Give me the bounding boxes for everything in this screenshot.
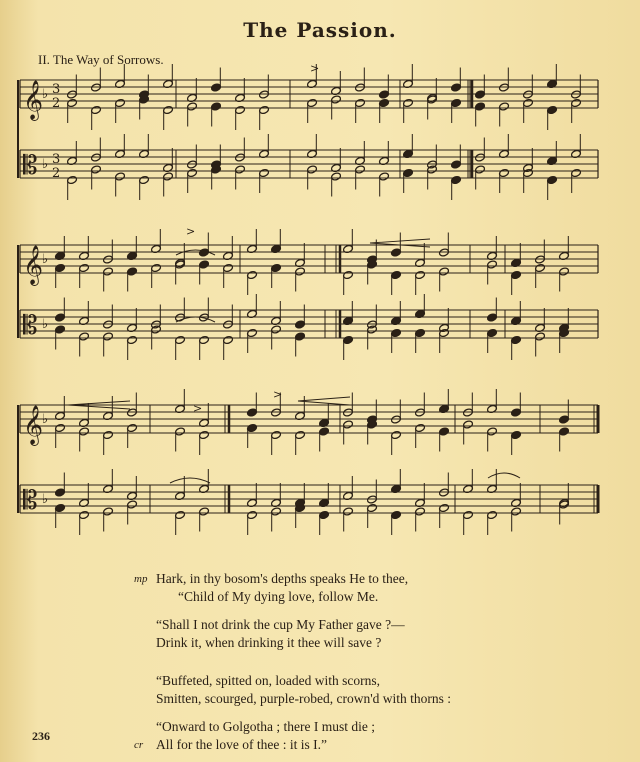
note-head	[511, 507, 522, 516]
note-head	[295, 320, 306, 329]
note-head	[163, 105, 174, 114]
note-head	[247, 328, 258, 337]
note-head	[487, 328, 498, 337]
note-head	[127, 500, 138, 509]
note-head	[199, 335, 210, 344]
note-head	[559, 415, 570, 424]
note-head	[379, 90, 390, 99]
lyrics-block	[134, 570, 574, 754]
note-head	[415, 270, 426, 279]
note-head	[547, 105, 558, 114]
note-head	[127, 335, 138, 344]
note-head	[271, 325, 282, 334]
note-head	[439, 427, 450, 436]
note-head	[211, 83, 222, 92]
note-head	[343, 507, 354, 516]
accent-mark: >	[186, 225, 196, 238]
note-head	[415, 423, 426, 432]
note-head	[439, 503, 450, 512]
note-head	[127, 423, 138, 432]
note-head	[271, 507, 282, 516]
note-head	[355, 165, 366, 174]
flat-key-signature-icon: ♭	[42, 157, 49, 172]
note-head	[391, 430, 402, 439]
hymn-subtitle: II. The Way of Sorrows.	[38, 52, 164, 67]
note-head	[391, 270, 402, 279]
note-head	[499, 168, 510, 177]
slur	[170, 478, 210, 483]
note-head	[175, 335, 186, 344]
note-head	[535, 263, 546, 272]
flat-key-signature-icon: ♭	[42, 317, 49, 332]
note-head	[271, 263, 282, 272]
note-head	[415, 507, 426, 516]
note-head	[307, 98, 318, 107]
note-head	[571, 168, 582, 177]
note-head	[319, 510, 330, 519]
accent-mark: >	[273, 388, 283, 401]
note-head	[79, 332, 90, 341]
dynamic-marking: cr	[134, 739, 144, 751]
note-head	[331, 172, 342, 181]
note-head	[55, 313, 66, 322]
note-head	[91, 165, 102, 174]
page-title: The Passion.	[243, 18, 397, 42]
lyric-line: Smitten, scourged, purple-robed, crown'd with thorns :	[156, 691, 452, 706]
note-head	[55, 263, 66, 272]
note-head	[487, 313, 498, 322]
note-head	[391, 510, 402, 519]
c-clef-icon: 𝄡	[23, 311, 38, 341]
note-head	[115, 98, 126, 107]
note-head	[271, 430, 282, 439]
lyric-line: cr All for the love of thee : it is I.”	[134, 737, 327, 752]
note-head	[79, 427, 90, 436]
note-head	[355, 98, 366, 107]
note-head	[235, 165, 246, 174]
note-head	[307, 165, 318, 174]
time-signature-top: 3	[52, 82, 61, 97]
note-head	[439, 267, 450, 276]
note-head	[223, 263, 234, 272]
page-number: 236	[32, 729, 50, 743]
note-head	[559, 267, 570, 276]
note-head	[187, 168, 198, 177]
note-head	[55, 325, 66, 334]
note-head	[475, 165, 486, 174]
lyric-line: “Child of My dying love, follow Me.	[178, 589, 379, 604]
note-head	[103, 507, 114, 516]
note-head	[367, 503, 378, 512]
treble-clef-icon: 𝄞	[23, 80, 44, 120]
note-head	[523, 98, 534, 107]
note-head	[295, 332, 306, 341]
note-head	[343, 420, 354, 429]
note-head	[451, 160, 462, 169]
note-head	[295, 267, 306, 276]
note-head	[451, 83, 462, 92]
c-clef-icon: 𝄡	[23, 151, 38, 181]
note-head	[547, 175, 558, 184]
note-head	[55, 423, 66, 432]
note-head	[487, 260, 498, 269]
note-head	[235, 105, 246, 114]
lyric-line: mp Hark, in thy bosom's depths speaks He to thee,	[134, 571, 409, 586]
note-head	[499, 102, 510, 111]
note-head	[403, 98, 414, 107]
note-head	[487, 427, 498, 436]
note-head	[163, 172, 174, 181]
dynamic-marking: mp	[134, 573, 148, 585]
note-head	[67, 98, 78, 107]
note-head	[55, 503, 66, 512]
note-head	[259, 168, 270, 177]
slur	[176, 317, 215, 322]
note-head	[511, 335, 522, 344]
note-head	[463, 510, 474, 519]
time-signature-bottom: 2	[52, 96, 61, 111]
time-signature-bottom: 2	[52, 166, 61, 181]
lyric-line: Drink it, when drinking it thee will save ?	[156, 635, 382, 650]
note-head	[379, 98, 390, 107]
note-head	[247, 423, 258, 432]
lyric-line: “Onward to Golgotha ; there I must die ;	[156, 719, 375, 734]
note-head	[391, 248, 402, 257]
lyric-line: “Shall I not drink the cup My Father gave ?—	[156, 617, 405, 632]
note-head	[511, 408, 522, 417]
note-head	[415, 328, 426, 337]
note-head	[571, 98, 582, 107]
note-head	[79, 510, 90, 519]
note-head	[511, 270, 522, 279]
note-head	[115, 172, 126, 181]
note-head	[391, 328, 402, 337]
lyric-line: “Buffeted, spitted on, loaded with scorns,	[156, 673, 380, 688]
note-head	[451, 98, 462, 107]
note-head	[319, 427, 330, 436]
note-head	[511, 430, 522, 439]
note-head	[343, 270, 354, 279]
note-head	[199, 507, 210, 516]
note-head	[247, 270, 258, 279]
note-head	[91, 105, 102, 114]
flat-key-signature-icon: ♭	[42, 252, 49, 267]
treble-clef-icon: 𝄞	[23, 245, 44, 285]
note-head	[247, 510, 258, 519]
note-head	[379, 172, 390, 181]
note-head	[331, 95, 342, 104]
note-head	[223, 335, 234, 344]
note-head	[79, 263, 90, 272]
note-head	[139, 175, 150, 184]
note-head	[103, 332, 114, 341]
note-head	[343, 335, 354, 344]
note-head	[463, 420, 474, 429]
note-head	[151, 263, 162, 272]
note-head	[175, 510, 186, 519]
note-head	[487, 510, 498, 519]
note-head	[259, 105, 270, 114]
note-head	[187, 102, 198, 111]
note-head	[199, 260, 210, 269]
note-head	[475, 90, 486, 99]
flat-key-signature-icon: ♭	[42, 492, 49, 507]
flat-key-signature-icon: ♭	[42, 87, 49, 102]
note-head	[295, 430, 306, 439]
note-head	[55, 488, 66, 497]
flat-key-signature-icon: ♭	[42, 412, 49, 427]
treble-clef-icon: 𝄞	[23, 405, 44, 445]
note-head	[211, 102, 222, 111]
c-clef-icon: 𝄡	[23, 486, 38, 516]
note-head	[403, 168, 414, 177]
note-head	[451, 175, 462, 184]
note-head	[103, 267, 114, 276]
note-head	[175, 427, 186, 436]
accent-mark: >	[310, 62, 320, 75]
crescendo-hairpin	[298, 397, 350, 405]
note-head	[199, 430, 210, 439]
note-head	[247, 408, 258, 417]
note-head	[559, 427, 570, 436]
time-signature-top: 3	[52, 152, 61, 167]
note-head	[67, 175, 78, 184]
note-head	[127, 267, 138, 276]
accent-mark: >	[193, 402, 203, 415]
note-head	[535, 332, 546, 341]
note-head	[103, 430, 114, 439]
slur	[488, 473, 520, 478]
note-head	[475, 102, 486, 111]
